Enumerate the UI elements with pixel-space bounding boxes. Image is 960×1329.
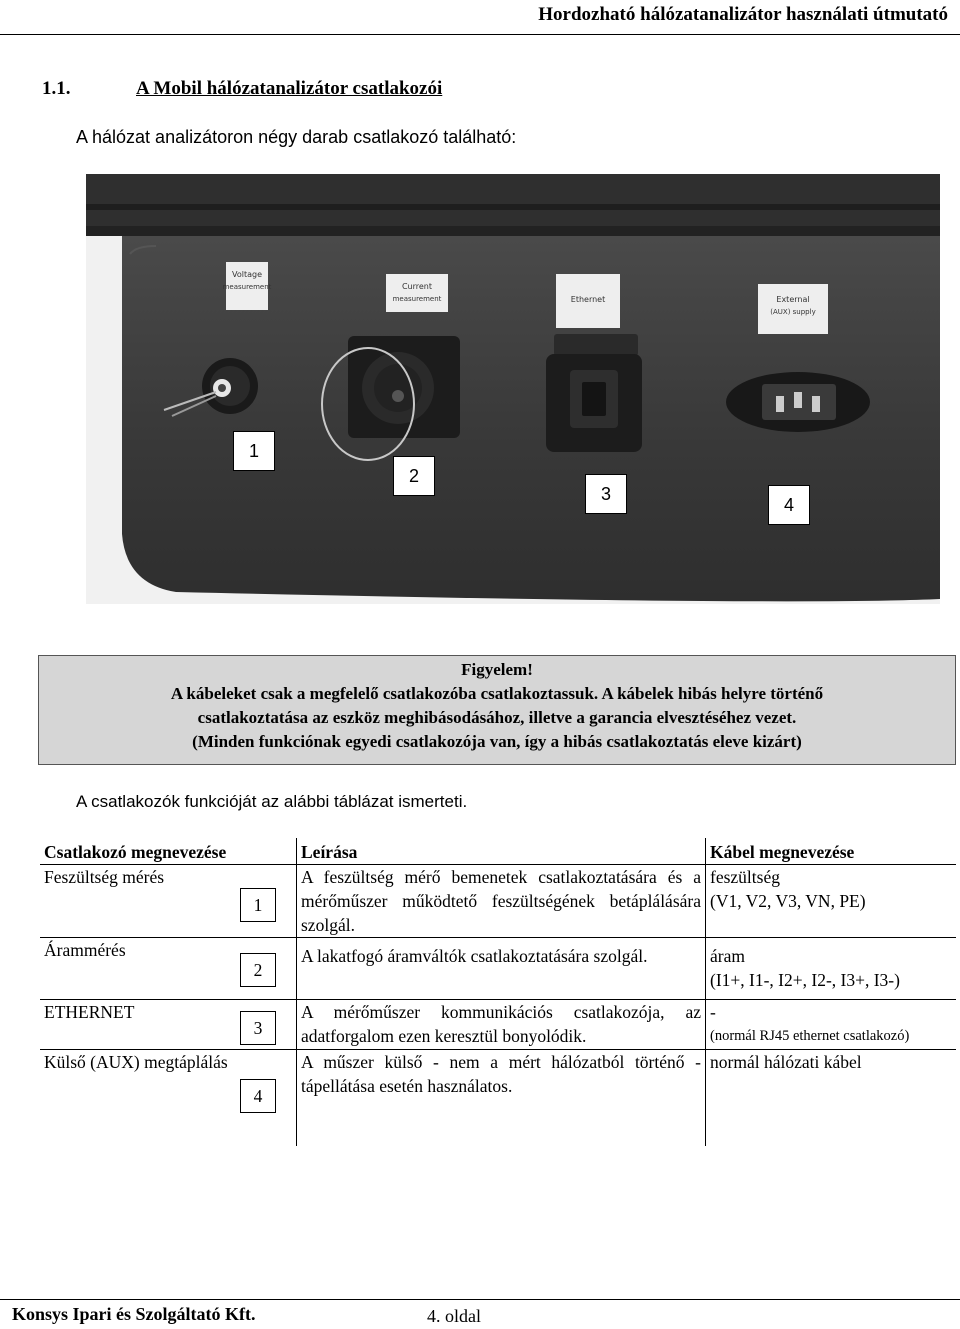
svg-text:External: External (776, 295, 810, 304)
label-ethernet (556, 274, 620, 328)
table-intro: A csatlakozók funkcióját az alábbi táblázat ismerteti. (76, 792, 468, 811)
connector-name: Árammérés (44, 940, 126, 960)
ethernet-connector (546, 334, 642, 452)
aux-power-connector (726, 372, 870, 432)
label-current (386, 274, 448, 312)
header-cable-name: Kábel megnevezése (706, 838, 957, 865)
svg-text:Current: Current (401, 282, 433, 291)
table-row (40, 938, 956, 1000)
svg-text:measurement: measurement (392, 295, 442, 303)
header-connector-name: Csatlakozó megnevezése (40, 838, 297, 865)
table-row (40, 865, 956, 938)
connector-description: A feszültség mérő bemenetek csatlakoztatására és a mérőműszer működtető feszültségének betáplálására szolgál. (297, 865, 706, 938)
page-header (0, 0, 960, 35)
footer-company: Konsys Ipari és Szolgáltató Kft. (12, 1304, 256, 1324)
connector-description: A mérőműszer kommunikációs csatlakozója, az adatforgalom ezen keresztül bonyolódik. (297, 1000, 706, 1050)
svg-text:measurement: measurement (222, 283, 272, 291)
warning-box (38, 655, 956, 765)
section-title: A Mobil hálózatanalizátor csatlakozói (136, 78, 443, 99)
callout-1: 1 (233, 431, 275, 471)
warning-line-2: csatlakoztatása az eszköz meghibásodásához, illetve a garancia elvesztéséhez vezet. (197, 708, 797, 727)
callout-2: 2 (393, 456, 435, 496)
connector-number: 4 (240, 1079, 276, 1113)
callout-4: 4 (768, 485, 810, 525)
warning-line-1: A kábeleket csak a megfelelő csatlakozóba csatlakoztassuk. A kábelek hibás helyre történő (170, 684, 824, 703)
callout-3: 3 (585, 474, 627, 514)
svg-text:Voltage: Voltage (231, 270, 263, 279)
connector-name: Feszültség mérés (44, 867, 165, 887)
warning-line-3: (Minden funkciónak egyedi csatlakozója van, így a hibás csatlakoztatás eleve kizárt) (192, 732, 802, 751)
label-external (758, 284, 828, 334)
table-row (40, 1050, 956, 1146)
cable-name: - (710, 1002, 716, 1022)
cable-name: normál hálózati kábel (710, 1052, 862, 1072)
connector-table (40, 838, 956, 1146)
label-voltage (223, 262, 272, 310)
connector-name: Külső (AUX) megtáplálás (44, 1052, 228, 1072)
page-footer (0, 1299, 960, 1329)
table-row (40, 1000, 956, 1050)
connector-number: 2 (240, 953, 276, 987)
header-description: Leírása (297, 838, 706, 865)
connector-number: 3 (240, 1011, 276, 1045)
cable-name: feszültség (710, 867, 780, 887)
cable-detail: (I1+, I1-, I2+, I2-, I3+, I3-) (710, 970, 900, 990)
warning-title: Figyelem! (461, 660, 533, 679)
footer-page-number: 4. oldal (427, 1306, 481, 1326)
cable-detail: (V1, V2, V3, VN, PE) (710, 891, 866, 911)
connector-description: A műszer külső - nem a mért hálózatból történő - tápellátása esetén használatos. (297, 1050, 706, 1146)
connector-number: 1 (240, 888, 276, 922)
table-header-row (40, 838, 956, 865)
connector-photo (86, 174, 940, 604)
section-number: 1.1. (42, 78, 71, 99)
intro-text: A hálózat analizátoron négy darab csatlakozó található: (76, 127, 517, 147)
connector-name: ETHERNET (44, 1002, 135, 1022)
connector-description: A lakatfogó áramváltók csatlakoztatására szolgál. (297, 938, 706, 1000)
cable-detail: (normál RJ45 ethernet csatlakozó) (710, 1028, 910, 1044)
section-heading (42, 78, 442, 100)
svg-text:(AUX) supply: (AUX) supply (770, 308, 816, 316)
svg-text:Ethernet: Ethernet (570, 295, 606, 304)
cable-name: áram (710, 946, 745, 966)
header-title: Hordozható hálózatanalizátor használati útmutató (538, 4, 948, 25)
